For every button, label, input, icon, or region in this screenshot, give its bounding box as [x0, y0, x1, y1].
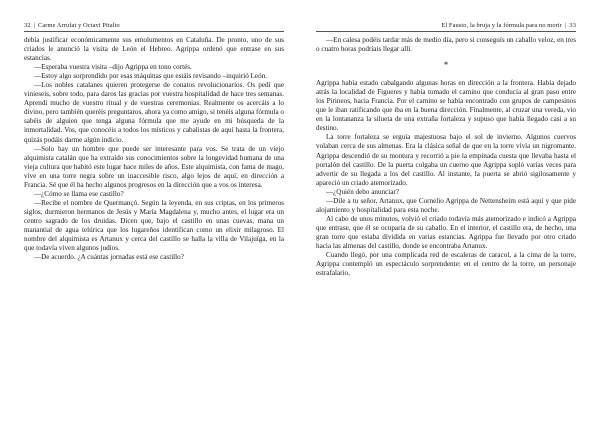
left-running-head-text: Carme Arrufat y Octavi Pitalto: [37, 22, 120, 29]
left-running-header: [24, 22, 284, 32]
right-running-head-text: El Fausto, la bruja y la fórmula para no morir: [441, 22, 563, 29]
section-break-asterisk: *: [443, 60, 449, 71]
paragraph: —Solo hay un hombre que puede ser interesante para vos. Se trata de un viejo alquimista catalán que ha extraído sus conocimientos sobre la longevidad humana de una vieja cultura que habitó este lugar hace miles de años. Este alquimista, con fama de mago, vive en una torre negra sobre un inaccesible risco, algo lejos de aquí, en dirección a Francia. Sé que él ha hecho algunos progresos en la dirección que a vos os interesa.: [24, 144, 284, 189]
paragraph: —De acuerdo. ¿A cuántas jornadas está ese castillo?: [34, 253, 184, 262]
left-page-number: 32: [24, 22, 31, 29]
paragraph: Cuando llegó, por una complicada red de escaleras de caracol, a la cima de la torre, Agrippa contempló un espectáculo sorprendente: en el centro de la torre, un personaje estrafalario,: [316, 251, 576, 278]
left-page: [24, 22, 284, 418]
right-page: [316, 22, 576, 418]
paragraph: —Estoy algo sorprendido por esas máquinas que estáis revisando –inquirió León.: [34, 72, 268, 81]
right-page-body: [316, 36, 576, 278]
paragraph: —Los nobles catalanes quieren protegerse de conatos revolucionarios. Os pedí que vinieseis, sobre todo, para daros las gracias por vuestra hospitalidad de hace tres semanas. Aprendí mucho de vuestro ritual y de vuestras ceremonias. Realmente os acercáis a lo divino, pero también queréis preguntaros, ahora ya como amigo, si tenéis alguna fórmula o sabéis de alguien que tenga alguna fórmula que me ayude en mi búsqueda de la inmortalidad. Vos, que conocéis a todos los místicos y cabalistas de aquí hasta la frontera, quizás podáis darme algún indicio.: [24, 81, 284, 144]
paragraph: debía justificar económicamente sus emolumentos en Cataluña. De pronto, uno de sus criados le anunció la visita de León el Hebreo. Agrippa ordenó que entrase en sus estancias.: [24, 36, 284, 63]
header-separator: |: [33, 22, 35, 29]
paragraph: —¿Cómo se llama ese castillo?: [34, 189, 124, 198]
left-page-body: [24, 36, 284, 262]
paragraph: —Esperaba vuestra visita –dijo Agrippa en tono cortés.: [34, 63, 192, 72]
right-running-header: [316, 22, 576, 32]
paragraph: Agrippa había estado cabalgando algunas horas en dirección a la frontera. Había dejado atrás la localidad de Figueres y había tomado el camino que conducía al gran paso entre los Pirineos, hacia Francia. Por el camino se había encontrado con grupos de campesinos que le iban ratificando que iba en la buena dirección. Finalmente, al cruzar una vereda, vio en la lontananza la silueta de una extraña fortaleza y supuso que había llegado casi a su destino.: [316, 79, 576, 133]
paragraph: —¿Quién debo anunciar?: [326, 187, 399, 196]
paragraph: —Dile a tu señor, Artanux, que Cornelio Agrippa de Nettensheim está aquí y que pide alojamiento y hospitalidad para esta noche.: [316, 196, 576, 214]
header-separator: |: [565, 22, 567, 29]
right-page-number: 33: [569, 22, 576, 29]
paragraph: Al cabo de unos minutos, volvió el criado todavía más atemorizado e indicó a Agrippa que entrase, que él se ocuparía de su caballo. En el interior, el castillo era, de hecho, una gran torre que estaba dividida en varias estancias. Agrippa fue llevado por otro criado hacia las almenas del castillo, donde se encontraba Artanux.: [316, 214, 576, 250]
paragraph: —Recibe el nombre de Quermançó. Según la leyenda, en sus criptas, en los primeros siglos, durmieron hermanos de Jesús y María Magdalena y, mucho antes, el lugar era un centro sagrado de los druidas. Dicen que, bajo el castillo en unas cuevas, mana un manantial de agua telúrica que los lugareños identifican como un elixir milagroso. El nombre del alquimista es Artanux y cerca del castillo se halla la villa de Vilajuïga, en la que todavía viven algunos judíos.: [24, 198, 284, 253]
paragraph: —En calesa podéis tardar más de medio día, pero si conseguís un caballo veloz, en tres o cuatro horas podríais llegar allí.: [316, 36, 576, 54]
paragraph: La torre fortaleza se erguía majestuosa bajo el sol de invierno. Algunos cuervos volaban cerca de sus almenas. Era la clásica señal de que en la torre vivía un nigromante. Agrippa descendió de su montura y recorrió a pie la empinada cuesta que llevaba hasta el portalón del castillo. De la puerta colgaba un cuerno que Agrippa sopló varias veces para advertir de su llegada a los del castillo. Al instante, la puerta se abrió sigilosamente y apareció un criado atemorizado.: [316, 133, 576, 187]
